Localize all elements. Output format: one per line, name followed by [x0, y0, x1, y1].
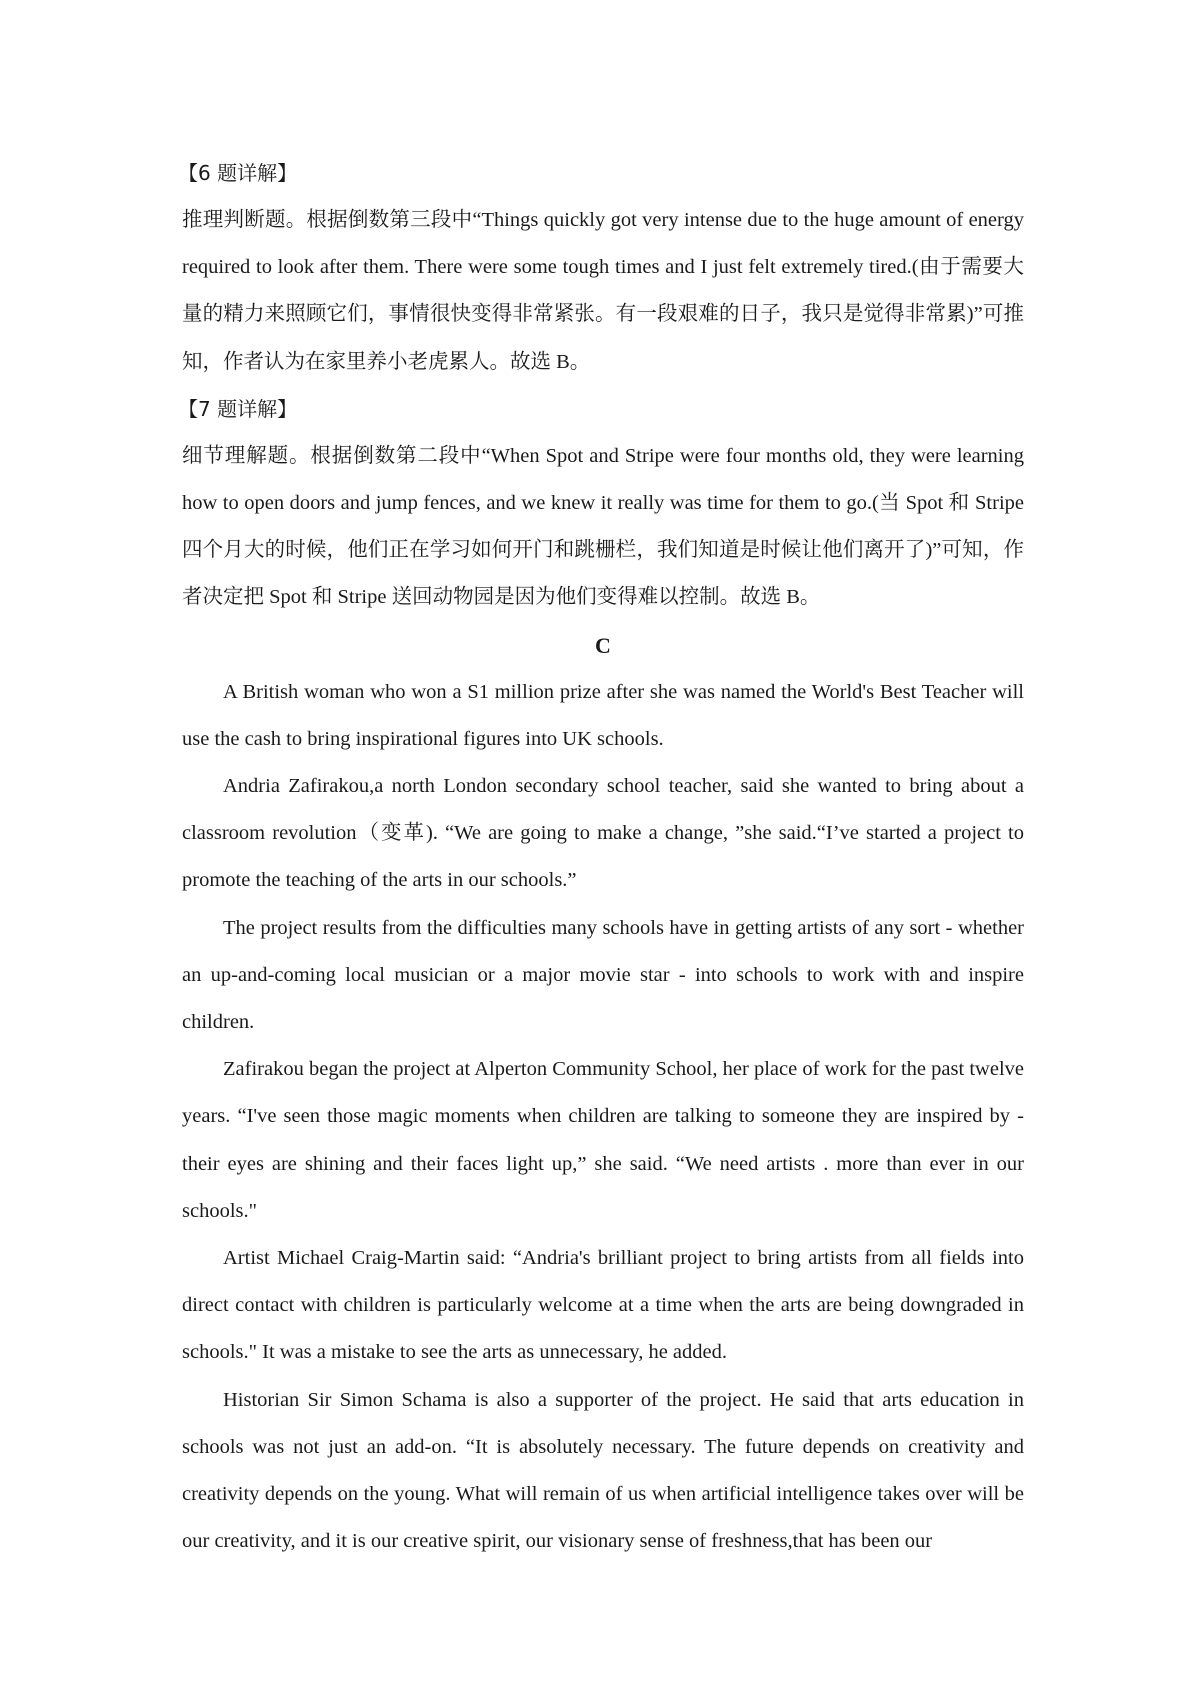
section-7-explanation: 细节理解题。根据倒数第二段中“When Spot and Stripe were four months old, they were learning how to open doors and jump fences, and we knew it really was time for them to go.(当 Spot 和 Stripe 四个月大的时候，他们正在学习如何开门和跳栅栏，我们知道是时候让他们离开了)”可知，作者决定把 Spot 和 Stripe 送回动物园是因为他们变得难以控制。故选 B。	[182, 444, 1024, 609]
passage-c-title: C	[595, 632, 611, 658]
passage-paragraph: The project results from the difficulties many schools have in getting artists of any sort - whether an up-and-coming local musician or a major movie star - into schools to work with and inspire children.	[182, 916, 1024, 1034]
passage-paragraph: Zafirakou began the project at Alperton Community School, her place of work for the past twelve years. “I've seen those magic moments when children are talking to someone they are inspired by - their eyes are shining and their faces light up,” she said. “We need artists . more than ever in our schools."	[182, 1058, 1024, 1222]
section-7-heading: 【7 题详解】	[178, 396, 298, 421]
passage-paragraph: Andria Zafirakou,a north London secondary school teacher, said she wanted to bring about a classroom revolution（变革). “We are going to make a change, ”she said.“I’ve started a project to promote the teaching of the arts in our schools.”	[182, 775, 1024, 892]
passage-paragraph: Historian Sir Simon Schama is also a supporter of the project. He said that arts education in schools was not just an add-on. “It is absolutely necessary. The future depends on creativity and creativity depends on the young. What will remain of us when artificial intelligence takes over will be our creativity, and it is our creative spirit, our visionary sense of freshness,that has been our	[182, 1388, 1024, 1553]
document-page	[178, 150, 1024, 1565]
passage-paragraph: Artist Michael Craig-Martin said: “Andria's brilliant project to bring artists from all fields into direct contact with children is particularly welcome at a time when the arts are being downgraded in schools." It was a mistake to see the arts as unnecessary, he added.	[182, 1247, 1024, 1364]
passage-paragraph: A British woman who won a S1 million prize after she was named the World's Best Teacher will use the cash to bring inspirational figures into UK schools.	[182, 680, 1024, 750]
section-6-explanation: 推理判断题。根据倒数第三段中“Things quickly got very intense due to the huge amount of energy required to look after them. There were some tough times and I just felt extremely tired.(由于需要大量的精力来照顾它们，事情很快变得非常紧张。有一段艰难的日子，我只是觉得非常累)”可推知，作者认为在家里养小老虎累人。故选 B。	[182, 209, 1024, 373]
section-6-heading: 【6 题详解】	[178, 161, 298, 185]
